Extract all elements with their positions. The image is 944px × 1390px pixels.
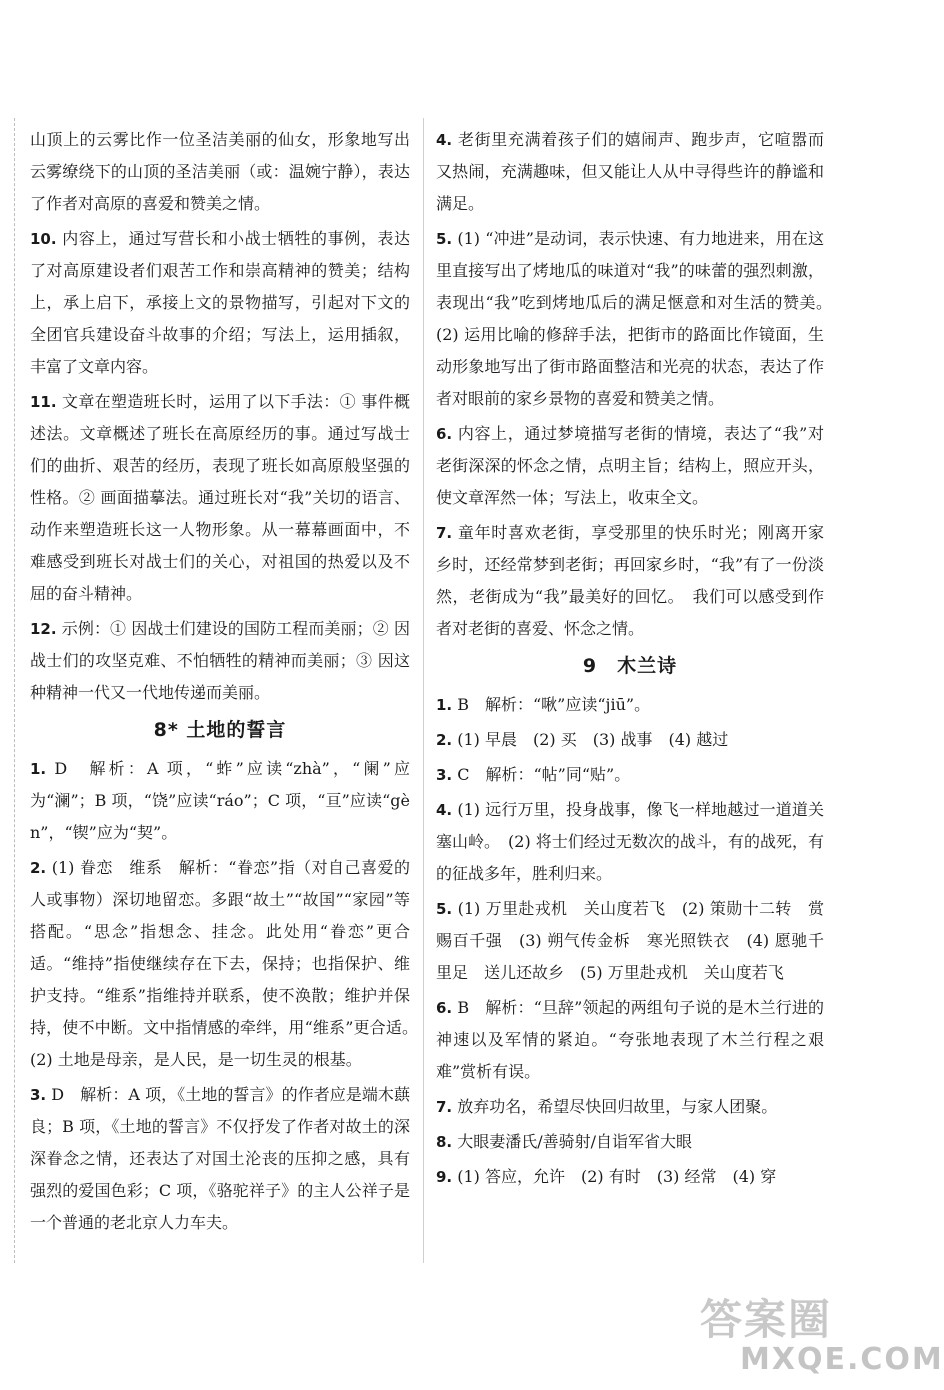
answer-11: 11. 文章在塑造班长时，运用了以下手法：① 事件概述法。文章概述了班长在高原经历的事。通过写战士们的曲折、艰苦的经历，表现了班长如高原般坚强的性格。② 画面描摹法。通过班长对“我”关切的语言、动作来塑造班长这一人物形象。从一幕幕画面中，不难感受到班长对战士们的关心，对祖国的热爱以及不屈的奋斗精神。 — [30, 392, 410, 603]
answer-9-3: 3. C 解析：“帖”同“贴”。 — [436, 765, 631, 784]
watermark-url: MXQE.COM — [740, 1342, 944, 1377]
continued-answer: 山顶上的云雾比作一位圣洁美丽的仙女，形象地写出云雾缭绕下的山顶的圣洁美丽（或：温婉宁静），表达了作者对高原的喜爱和赞美之情。 — [30, 130, 410, 213]
section-title-9: 9 木兰诗 — [582, 655, 678, 677]
answer-9-4: 4. (1) 远行万里，投身战事，像飞一样地越过一道道关塞山岭。 (2) 将士们经过无数次的战斗，有的战死，有的征战多年，胜利归来。 — [436, 800, 824, 883]
answer-9-5: 5. (1) 万里赴戎机 关山度若飞 (2) 策勋十二转 赏赐百千强 (3) 朔气传金柝 寒光照铁衣 (4) 愿驰千里足 送儿还故乡 (5) 万里赴戎机 关山度若飞 — [436, 899, 824, 982]
binding-margin-line — [14, 118, 16, 1263]
site-watermark — [700, 1295, 944, 1386]
answer-9-7: 7. 放弃功名，希望尽快回归故里，与家人团聚。 — [436, 1097, 778, 1116]
section-title-8: 8* 土地的誓言 — [153, 719, 287, 741]
answer-5: 5. (1) “冲进”是动词，表示快速、有力地进来，用在这里直接写出了烤地瓜的味道对“我”的味蕾的强烈刺激，表现出“我”吃到烤地瓜后的满足惬意和对生活的赞美。 (2) 运用比喻的修辞手法，把街市的路面比作镜面，生动形象地写出了街市路面整洁和光亮的状态，表达了作者对眼前的家乡景物的喜爱和赞美之情。 — [436, 229, 841, 408]
answer-9-2: 2. (1) 早晨 (2) 买 (3) 战事 (4) 越过 — [436, 730, 729, 749]
answer-9-9: 9. (1) 答应，允许 (2) 有时 (3) 经常 (4) 穿 — [436, 1167, 777, 1186]
answer-9-1: 1. B 解析：“啾”应读“jiū”。 — [436, 695, 651, 714]
answer-8-1: 1. D 解析：A 项，“蚱”应读“zhà”，“阑”应为“澜”；B 项，“饶”应读“ráo”；C 项，“亘”应读“gèn”，“锲”应为“契”。 — [30, 759, 410, 842]
answer-9-6: 6. B 解析：“旦辞”领起的两组句子说的是木兰行进的神速以及军情的紧迫。“夸张地表现了木兰行程之艰难”赏析有误。 — [436, 998, 824, 1081]
watermark-logo-text: 答案圈 — [700, 1295, 833, 1344]
answer-4: 4. 老街里充满着孩子们的嬉闹声、跑步声，它喧嚣而又热闹，充满趣味，但又能让人从中寻得些许的静谧和满足。 — [436, 130, 824, 213]
answer-10: 10. 内容上，通过写营长和小战士牺牲的事例，表达了对高原建设者们艰苦工作和崇高精神的赞美；结构上，承上启下，承接上文的景物描写，引起对下文的全团官兵建设奋斗故事的介绍；写法上，运用插叙，丰富了文章内容。 — [30, 229, 410, 376]
answer-9-8: 8. 大眼妻潘氏/善骑射/自诣军省大眼 — [436, 1132, 693, 1151]
answer-7: 7. 童年时喜欢老街，享受那里的快乐时光；刚离开家乡时，还经常梦到老街；再回家乡时，“我”有了一份淡然，老街成为“我”最美好的回忆。 我们可以感受到作者对老街的喜爱、怀念之情。 — [436, 523, 824, 638]
answer-6: 6. 内容上，通过梦境描写老街的情境，表达了“我”对老街深深的怀念之情，点明主旨；结构上，照应开头，使文章浑然一体；写法上，收束全文。 — [436, 424, 824, 507]
right-column — [436, 124, 841, 1196]
answer-8-3: 3. D 解析：A 项，《土地的誓言》的作者应是端木蕻良；B 项，《土地的誓言》不仅抒发了作者对故土的深深眷念之情，还表达了对国土沦丧的压抑之感，具有强烈的爱国色彩；C 项，《骆驼祥子》的主人公祥子是一个普通的老北京人力车夫。 — [30, 1085, 410, 1232]
column-divider — [423, 118, 424, 1263]
answer-12: 12. 示例：① 因战士们建设的国防工程而美丽；② 因战士们的攻坚克难、不怕牺牲的精神而美丽；③ 因这种精神一代又一代地传递而美丽。 — [30, 619, 410, 702]
left-column — [30, 124, 427, 1242]
answer-8-2: 2. (1) 眷恋 维系 解析：“眷恋”指（对自己喜爱的人或事物）深切地留恋。多跟“故土”“故国”“家园”等搭配。“思念”指想念、挂念。此处用“眷恋”更合适。“维持”指使继续存在下去，保持；也指保护、维护支持。“维系”指维持并联系，使不涣散；维护并保持，使不中断。文中指情感的牵绊，用“维系”更合适。 (2) 土地是母亲，是人民，是一切生灵的根基。 — [30, 858, 427, 1069]
